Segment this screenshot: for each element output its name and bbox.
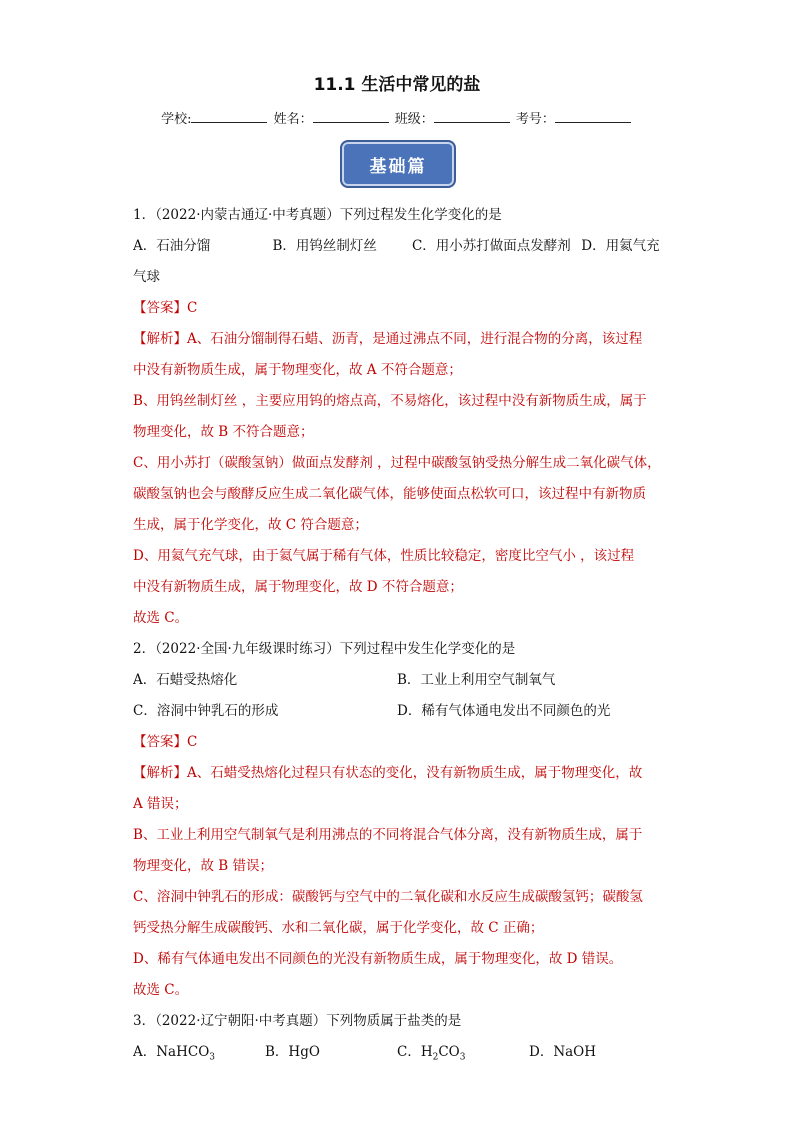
q2-option-b: B．工业上利用空气制氧气 [397, 672, 556, 688]
name-blank[interactable] [313, 110, 389, 123]
answer-value: C [187, 734, 198, 750]
q1-analysis-line: 物理变化，故 B 不符合题意； [133, 424, 314, 440]
q1-option-a: A．石油分馏 [133, 238, 211, 254]
q1-analysis-line: D、用氦气充气球，由于氦气属于稀有气体，性质比较稳定，密度比空气小 ，该过程 [133, 548, 635, 564]
number-blank[interactable] [555, 110, 631, 123]
q1-analysis-line: C、用小苏打（碳酸氢钠）做面点发酵剂 ，过程中碳酸氢钠受热分解生成二氧化碳气体， [133, 455, 661, 471]
q1-option-d-cont: 气球 [133, 269, 160, 285]
q1-analysis-line [133, 324, 661, 355]
q1-answer [133, 293, 661, 324]
q2-option-a: A．石蜡受热熔化 [133, 672, 238, 688]
q3-option-a-text: A．NaHCO [133, 1044, 210, 1060]
number-label: 考号： [515, 112, 555, 127]
school-label: 学校: [161, 112, 192, 127]
q2-options-row2 [133, 696, 661, 727]
q2-answer [133, 727, 661, 758]
q3-option-b: B．HgO [265, 1044, 320, 1060]
q1-option-d: D．用氦气充 [581, 238, 660, 254]
q3-stem: 3．（2022·辽宁朝阳·中考真题）下列物质属于盐类的是 [133, 1013, 462, 1029]
answer-value: C [187, 300, 198, 316]
q1-options [133, 231, 661, 262]
q2-option-c: C．溶洞中钟乳石的形成 [133, 703, 279, 719]
q1-analysis-line: 中没有新物质生成，属于物理变化，故 D 不符合题意； [133, 579, 463, 595]
q2-analysis-line [133, 758, 661, 789]
q3-option-c-sub1: 2 [432, 1052, 439, 1063]
q1-analysis-line: 中没有新物质生成，属于物理变化，故 A 不符合题意； [133, 362, 462, 378]
class-label: 班级： [394, 112, 434, 127]
q2-option-d: D．稀有气体通电发出不同颜色的光 [397, 703, 611, 719]
q2-conclusion: 故选 C。 [133, 982, 189, 998]
q1-stem: 1．（2022·内蒙古通辽·中考真题）下列过程发生化学变化的是 [133, 207, 502, 223]
q3-options [133, 1037, 661, 1068]
student-info-line [0, 108, 794, 127]
q1-analysis-line: B、用钨丝制灯丝 ，主要应用钨的熔点高，不易熔化，该过程中没有新物质生成，属于 [133, 393, 647, 409]
q3-option-d: D．NaOH [529, 1044, 597, 1060]
answer-tag: 【答案】 [133, 734, 187, 750]
q1-analysis-line: 碳酸氢钠也会与酸酵反应生成二氧化碳气体，能够使面点松软可口，该过程中有新物质 [133, 486, 646, 502]
q2-analysis-line: 物理变化，故 B 错误； [133, 858, 274, 874]
q3-option-c-sub2: 3 [459, 1052, 466, 1063]
analysis-text: A、石蜡受热熔化过程只有状态的变化，没有新物质生成，属于物理变化，故 [187, 765, 643, 781]
analysis-tag: 【解析】 [133, 765, 187, 781]
school-blank[interactable] [191, 110, 267, 123]
q2-stem: 2．（2022·全国·九年级课时练习）下列过程中发生化学变化的是 [133, 641, 516, 657]
answer-tag: 【答案】 [133, 300, 187, 316]
q2-analysis-line: D、稀有气体通电发出不同颜色的光没有新物质生成，属于物理变化，故 D 错误。 [133, 951, 623, 967]
q2-analysis-line: C、溶洞中钟乳石的形成：碳酸钙与空气中的二氧化碳和水反应生成碳酸氢钙；碳酸氢 [133, 889, 643, 905]
page-title: 11.1 生活中常见的盐 [313, 75, 481, 95]
question-content [133, 200, 661, 1068]
analysis-text: A、石油分馏制得石蜡、沥青，是通过沸点不同，进行混合物的分离，该过程 [187, 331, 643, 347]
q3-option-c-text: C．H [397, 1044, 433, 1060]
q3-option-a-sub: 3 [209, 1052, 216, 1063]
name-label: 姓名： [273, 112, 313, 127]
q2-options-row1 [133, 665, 661, 696]
q1-analysis-line: 生成，属于化学变化，故 C 符合题意； [133, 517, 368, 533]
q1-option-b: B．用钨丝制灯丝 [272, 238, 377, 254]
q1-option-c: C．用小苏打做面点发酵剂 [411, 238, 571, 254]
q2-analysis-line: A 错误； [133, 796, 188, 812]
analysis-tag: 【解析】 [133, 331, 187, 347]
q3-option-a [133, 1037, 265, 1068]
q2-analysis-line: 钙受热分解生成碳酸钙、水和二氧化碳，属于化学变化，故 C 正确； [133, 920, 544, 936]
q2-analysis-line: B、工业上利用空气制氧气是利用沸点的不同将混合气体分离，没有新物质生成，属于 [133, 827, 643, 843]
q3-option-c [397, 1037, 529, 1068]
q3-option-c-mid: CO [438, 1044, 460, 1060]
section-badge: 基础篇 [340, 140, 456, 188]
class-blank[interactable] [434, 110, 510, 123]
q1-conclusion: 故选 C。 [133, 610, 189, 626]
